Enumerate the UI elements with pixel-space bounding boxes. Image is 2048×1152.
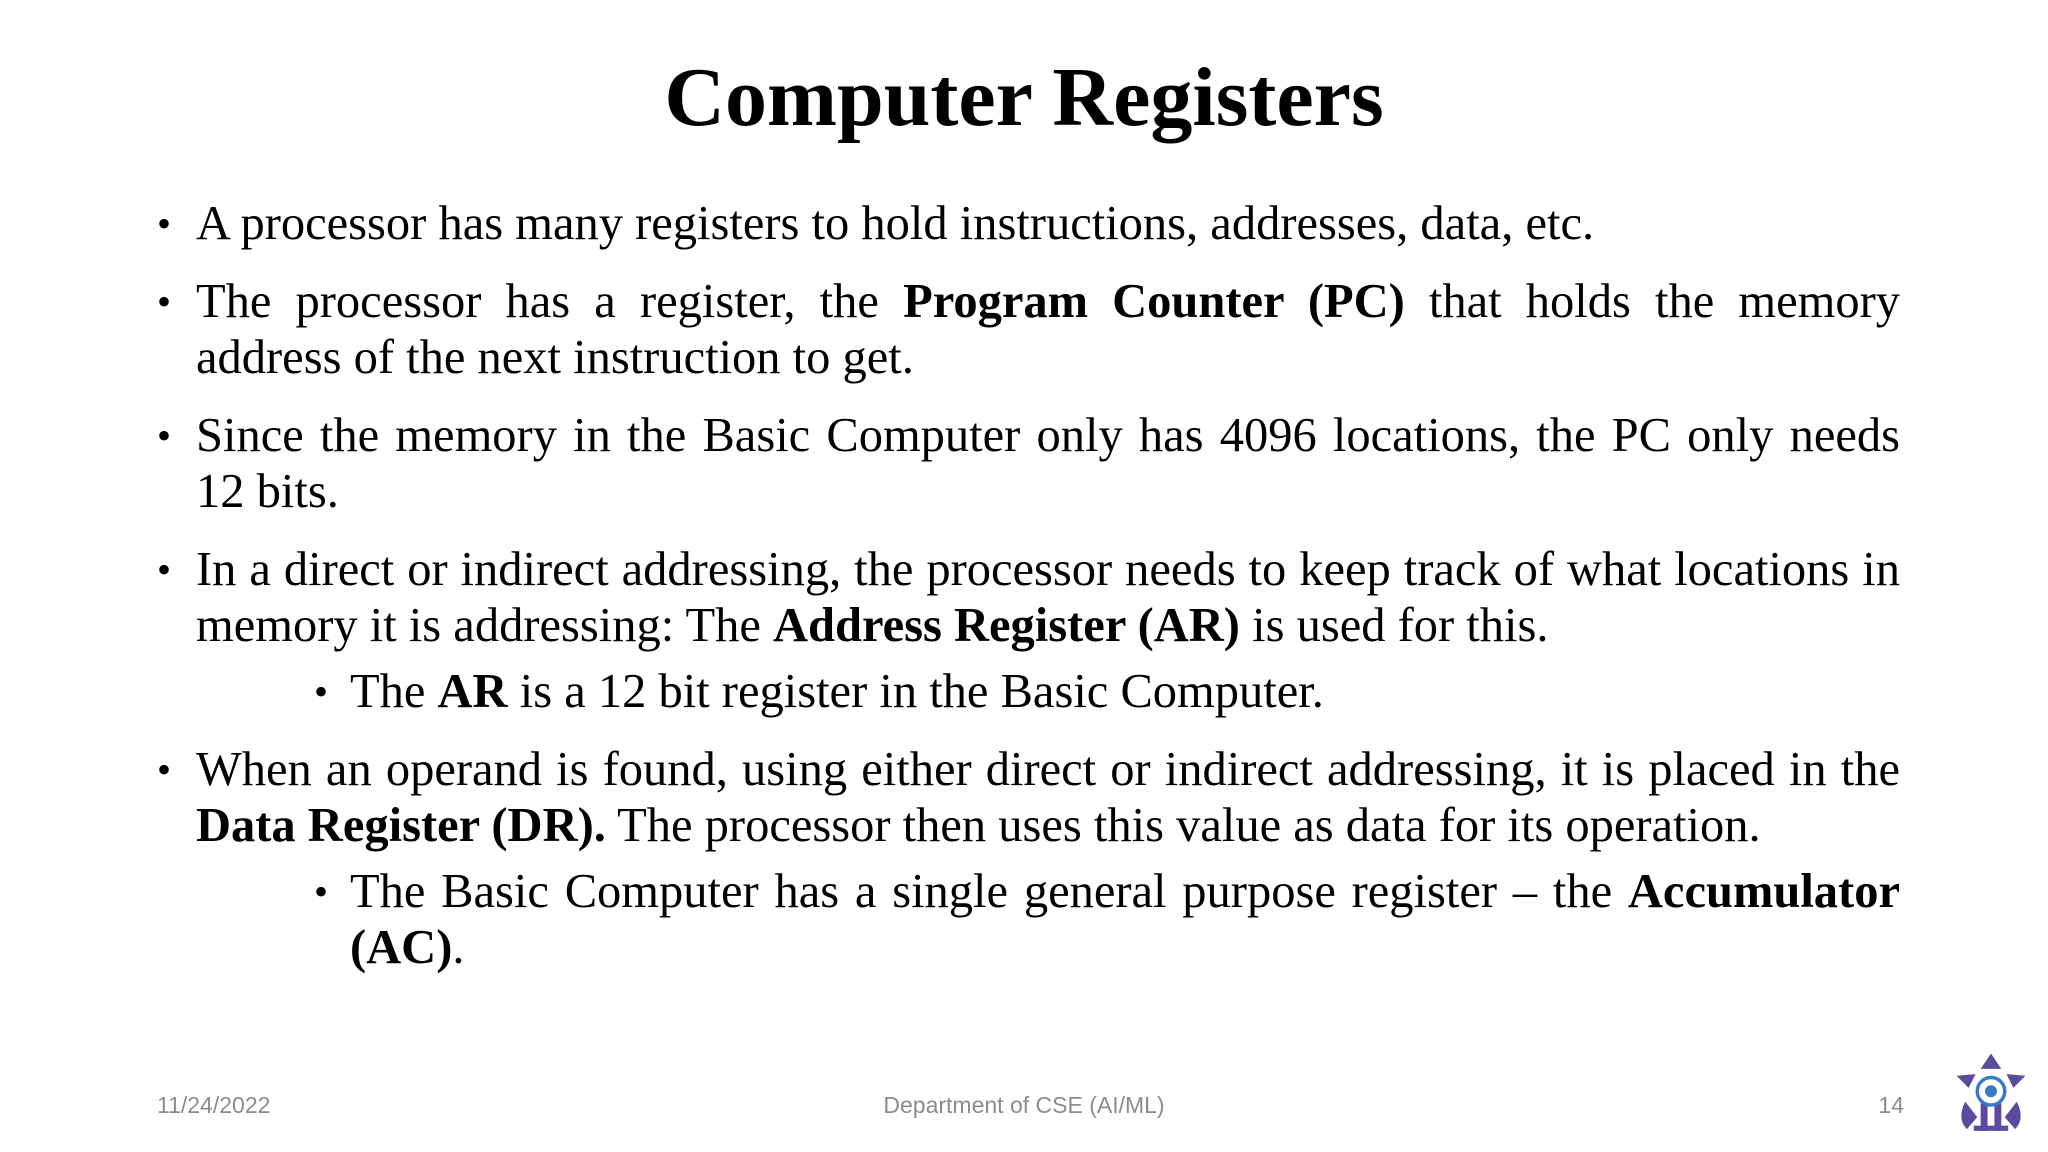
bullet-text: The processor has a register, the (196, 275, 904, 328)
bullet-bold-text: Accumulator (AC) (350, 865, 1900, 974)
bullet-marker: • (314, 869, 329, 914)
bullet-text: . (452, 921, 465, 974)
bullet-text: The (350, 665, 438, 718)
bullet-list (150, 196, 1900, 976)
bullet-marker: • (314, 669, 329, 714)
bullet-bold-text: Address Register (AR) (772, 599, 1240, 652)
bullet-marker: • (157, 413, 172, 458)
sub-bullet-item (150, 864, 1900, 976)
bullet-text: is a 12 bit register in the Basic Computer. (507, 665, 1324, 718)
footer-department: Department of CSE (AI/ML) (883, 1092, 1165, 1118)
bullet-item (150, 742, 1900, 854)
slide-title: Computer Registers (664, 51, 1384, 144)
bullet-marker: • (157, 547, 172, 592)
bullet-marker: • (157, 747, 172, 792)
bullet-item (150, 408, 1900, 520)
footer-date: 11/24/2022 (157, 1092, 271, 1118)
bullet-bold-text: Data Register (DR). (196, 799, 606, 852)
bullet-item (150, 542, 1900, 654)
sub-bullet-item (150, 664, 1900, 720)
bullet-text: In a direct or indirect addressing, the processor needs to keep track of what locations in memory it is addressing: The (196, 543, 1900, 652)
bullet-bold-text: Program Counter (PC) (903, 275, 1405, 328)
bullet-bold-text: AR (437, 665, 508, 718)
bullet-item (150, 196, 1900, 252)
bullet-text: Since the memory in the Basic Computer only has 4096 locations, the PC only needs 12 bits. (196, 409, 1900, 518)
institution-logo-icon (1948, 1050, 2034, 1136)
bullet-text: The Basic Computer has a single general purpose register – the (350, 865, 1628, 918)
bullet-text: The processor then uses this value as data for its operation. (605, 799, 1761, 852)
bullet-marker: • (157, 201, 172, 246)
slide-number: 14 (1878, 1092, 1904, 1118)
bullet-item (150, 274, 1900, 386)
bullet-text: A processor has many registers to hold instructions, addresses, data, etc. (196, 197, 1595, 250)
bullet-text: that holds the memory address of the next instruction to get. (196, 275, 1900, 384)
bullet-text: is used for this. (1239, 599, 1549, 652)
bullet-marker: • (157, 279, 172, 324)
bullet-text: When an operand is found, using either direct or indirect addressing, it is placed in the (196, 743, 1900, 796)
